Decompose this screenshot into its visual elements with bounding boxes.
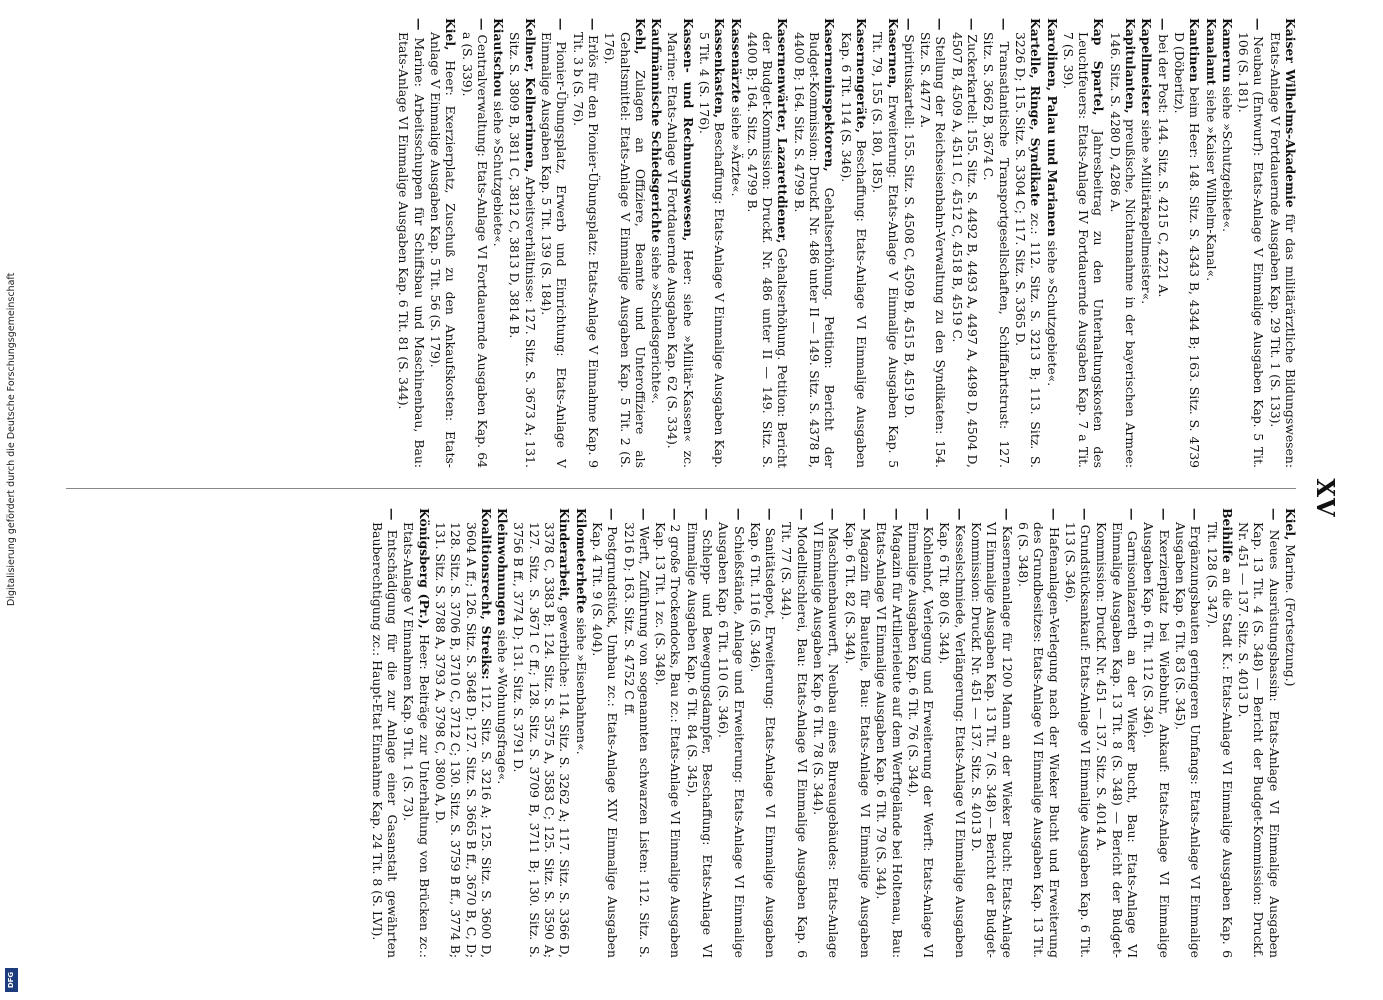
index-entry-text: zc.: 112. Sitz. S. 3213 B; 113. Sitz. S. 3226 D; 115. Sitz. S. 3304 C; 117. Sitz. S. 3365 D. <box>1012 32 1044 468</box>
index-entry <box>937 508 968 958</box>
index-entry-headword: — <box>999 508 1015 521</box>
index-entry-text: Arbeitsverhältnisse: 127. Sitz. S. 3673 A; 131. Sitz. S. 3809 B, 3811 C, 3812 C, 3813 D, 3814 B. <box>507 32 538 468</box>
index-entry-text: Modelltischlerei, Bau: Etats-Anlage VI Einmalige Ausgaben Kap. 6 Tit. 77 (S. 344). <box>779 522 810 958</box>
index-entry-headword: Kiel, <box>443 18 459 51</box>
index-entry-headword: Kasernenwärter, Lazarettdiener, <box>775 18 791 244</box>
index-entry <box>874 508 905 958</box>
index-entry-headword: Kapitulanten, <box>1123 18 1139 114</box>
index-entry-headword: — <box>952 508 968 521</box>
index-entry <box>621 508 652 958</box>
index-entry <box>811 508 842 958</box>
index-entry-headword: — <box>857 508 873 521</box>
index-entry-headword: — <box>731 508 747 521</box>
index-entry-headword: — <box>585 18 601 31</box>
index-entry-text: Postgrundstück, Umbau zc.: Etats-Anlage XIV Einmalige Ausgaben Kap. 4 Tit. 9 (S. 404). <box>589 522 621 958</box>
index-entry-headword: — <box>700 508 716 521</box>
index-entry-headword: — <box>385 508 401 521</box>
index-entry-text: Transatlantische Transportgesellschaften, Schiffahrtstrust: 127. Sitz. S. 3662 B, 3674 C. <box>981 32 1012 468</box>
index-entry-headword: — <box>996 18 1012 31</box>
index-entry-headword: — <box>1125 508 1141 521</box>
index-entry-headword: — <box>1266 508 1282 521</box>
index-entry-headword: Kinderarbeit, <box>557 508 573 602</box>
index-entry <box>716 508 747 958</box>
index-entry-text: gewerbliche: 114. Sitz. S. 3262 A; 117. Sitz. S. 3366 D, 3378 C, 3383 B; 124. Sitz. S. 3575 A, 3583 C; 125. Sitz. S. 3590 A; 127. Sitz. S. 3671 C ff.; 128. Sitz. S. 3709 B, 3711 B; 130. Sitz. S. 3756 B ff., 3774 D; 131. Sitz. S. 3791 D. <box>511 522 573 958</box>
index-entry-text: Neues Ausrüstungsbassin: Etats-Anlage VI Einmalige Ausgaben Kap. 13 Tit. 4 (S. 348) — Bericht der Budget-Kommission: Druckf. Nr. 451 — 137. Sitz. S. 4013 D. <box>1236 522 1282 958</box>
index-entry <box>590 508 621 958</box>
index-entry <box>902 18 917 468</box>
index-entry <box>1016 508 1062 958</box>
index-entry <box>428 18 459 468</box>
index-entry-text: Schlepp- und Bewegungsdampfer, Beschaffung: Etats-Anlage VI Einmalige Ausgaben Kap. 6 Tit. 84 (S. 345). <box>684 522 716 958</box>
index-entry-headword: Kilometerhefte <box>573 508 589 614</box>
index-entry-text: Hafenanlagen-Verlegung nach der Wieker Bucht und Erweiterung des Grundbesitzes: Etats-Anlage VI Einmalige Ausgaben Kap. 13 Tit. 6 (S. 348). <box>1015 522 1062 958</box>
index-entry-text: Schießstände, Anlage und Erweiterung: Etats-Anlage VI Einmalige Ausgaben Kap. 6 Tit. 110 (S. 346). <box>716 522 747 958</box>
index-entry-headword: — <box>921 508 937 521</box>
index-entry-text: siehe »Schiedsgerichte«. <box>649 246 665 404</box>
index-entry <box>981 18 1012 468</box>
index-entry-text: Kasernenanlage für 1200 Mann an der Wieker Bucht: Etats-Anlage VI Einmalige Ausgaben Kap. 13 Tit. 7 (S. 348) — Bericht der Budget-Kommission: Druckf. Nr. 451 — 137. Sitz. S. 4013 D. <box>969 522 1015 958</box>
index-entry-headword: Kap Spartel, <box>1091 18 1107 116</box>
index-entry-headword: — <box>965 18 981 31</box>
index-entry-text: siehe »Schutzgebiete«. <box>1044 240 1060 387</box>
index-entry-headword: Kasernen, <box>885 18 901 89</box>
index-entry-headword: Kassen- und Rechnungswesen, <box>680 18 696 242</box>
index-entry-text: Jahresbeitrag zu den Unterhaltungskosten des Leuchtfeuers: Etats-Anlage IV Fortdauernde Ausgaben Kap. 7 a Tit. 7 (S. 39). <box>1060 32 1107 468</box>
index-entry-text: beim Heer: 148. Sitz. S. 4343 B, 4344 B; 163. Sitz. S. 4739 D (Döberitz). <box>1171 32 1203 468</box>
index-entry <box>396 18 427 468</box>
index-entry-text: Werft, Zuführung von sogenannten schwarzen Listen: 112. Sitz. S. 3216 D; 163. Sitz. S. 4752 C ff. <box>621 522 652 958</box>
index-entry-headword: Kiel, <box>1283 508 1298 541</box>
index-entry-text: Zulagen an Offiziere, Beamte und Unteroffiziere als Gehaltsmittel: Etats-Anlage V Einmalige Ausgaben Kap. 5 Tit. 2 (S. 176). <box>602 32 648 468</box>
index-entry-headword: Koalitionsrecht, Streiks: <box>478 508 494 680</box>
index-entry-text: Kesselschmiede, Verlängerung: Etats-Anlage VI Einmalige Ausgaben Kap. 6 Tit. 80 (S. 344). <box>937 522 968 958</box>
index-entry-text: Gehaltserhöhung. Petition: Bericht der Budget-Kommission: Druckf. Nr. 486 unter II — 149. Sitz. S. 4400 B; 164. Sitz. S. 4799 B. <box>744 32 791 468</box>
index-entry-text: siehe »Kaiser Wilhelm-Kanal«. <box>1203 89 1219 282</box>
footer-text: Digitalisierung gefördert durch die Deutsche Forschungsgemeinschaft <box>6 272 17 606</box>
index-entry <box>1173 508 1204 958</box>
index-entry-text: Heer: Beiträge zur Unterhaltung von Brücken zc.: Etats-Anlage V Einnahmen Kap. 9 Tit. 1 (S. 73). <box>401 522 432 958</box>
index-entry-text: Exerzierplatz bei Wiebbuhr, Ankauf: Etats-Anlage VI Einmalige Ausgaben Kap. 6 Tit. 112 (S. 346). <box>1141 522 1172 958</box>
index-entry-headword: — <box>605 508 621 521</box>
index-entry <box>728 18 743 468</box>
index-entry-text: siehe »Schutzgebiete«. <box>491 101 507 247</box>
index-entry-text: Ergänzungsbauten geringeren Umfangs: Etats-Anlage VI Einmalige Ausgaben Kap. 6 Tit. 83 (S. 345). <box>1172 522 1204 958</box>
index-entry-text: Neubau (Entwurf): Etats-Anlage V Einmalige Ausgaben Kap. 5 Tit. 106 (S. 181). <box>1236 32 1267 468</box>
index-entry <box>745 18 791 468</box>
index-entry <box>570 18 601 468</box>
index-entry <box>1220 18 1235 468</box>
index-entry <box>949 18 980 468</box>
index-entry-text: bei der Post: 144. Sitz. S. 4215 C, 4221 A. <box>1155 34 1171 298</box>
index-entry <box>491 18 506 468</box>
footer-credit <box>6 216 20 606</box>
index-entry <box>459 18 490 468</box>
index-entry-text: 112. Sitz. S. 3216 A; 125. Sitz. S. 3600 D, 3604 A ff.; 126. Sitz. S. 3648 D; 127. Sitz. S. 3665 B ff., 3670 B, C, D; 128. Sitz. S. 3706 B, 3710 C, 3712 C; 130. Sitz. S. 3759 B ff., 3774 B; 131. Sitz. S. 3788 A, 3793 A, 3798 C, 3800 A, D. <box>432 522 494 958</box>
index-entry-text: siehe »Eisenbahnen«. <box>573 617 589 755</box>
index-entry-text: Kohlenhof, Verlegung und Erweiterung der Werft: Etats-Anlage VI Einmalige Ausgaben Kap. 6 Tit. 76 (S. 344). <box>905 522 937 958</box>
index-entry-text: Erlös für den Pionier-Übungsplatz: Etats-Anlage V Einnahme Kap. 9 Tit. 3 b (S. 76). <box>570 32 601 468</box>
index-entry <box>369 508 400 958</box>
index-entry <box>539 18 570 468</box>
index-entry-text: Marine. (Fortsetzung.) <box>1283 544 1298 687</box>
index-entry-headword: Kellner, Kellnerinnen, <box>522 18 538 173</box>
index-entry <box>1236 508 1282 958</box>
index-entry-headword: Karolinen, Palau und Marianen <box>1044 18 1060 237</box>
left-column <box>395 18 1298 468</box>
index-entry-text: 2 große Trockendocks, Bau zc.: Etats-Anlage VI Einmalige Ausgaben Kap. 13 Tit. 1 zc. (S. 348). <box>653 522 684 958</box>
index-entry-text: siehe »Ärzte«. <box>728 106 744 197</box>
index-entry <box>495 508 510 958</box>
index-entry-text: Gehaltserhöhung. Petition: Bericht der Budget-Kommission: Druckf. Nr. 486 unter II — 149. Sitz. S. 4378 B, 4400 B; 164. Sitz. S. 4799 B. <box>791 32 838 468</box>
index-entry-headword: Kehl, <box>632 18 648 55</box>
index-entry-headword: — <box>1251 18 1267 31</box>
index-entry <box>1013 18 1044 468</box>
index-entry <box>1044 18 1059 468</box>
index-entry-text: an die Stadt K.: Etats-Anlage VI Einmalige Ausgaben Kap. 6 Tit. 128 (S. 347). <box>1204 522 1235 958</box>
index-entry <box>779 508 810 958</box>
index-entry-text: Magazin für Artillerieleute auf dem Werftgelände bei Holtenau, Bau: Etats-Anlage VI Einmalige Ausgaben Kap. 6 Tit. 79 (S. 344). <box>874 522 905 958</box>
index-entry-text: Garnisonlazareth an der Wieker Bucht, Bau: Etats-Anlage VI Einmalige Ausgaben Kap. 13 Tit. 8 (S. 348) — Bericht der Budget-Kommission: Druckf. Nr. 451 — 137. Sitz. S. 4014 A. <box>1094 522 1141 958</box>
index-entry <box>1267 18 1298 468</box>
index-entry-headword: Kassenärzte <box>728 18 744 103</box>
index-entry <box>838 18 869 468</box>
index-entry <box>1063 508 1094 958</box>
index-entry-text: Centralverwaltung: Etats-Anlage VI Fortdauernde Ausgaben Kap. 64 a (S. 339). <box>459 32 490 468</box>
index-entry-headword: Kantinen <box>1187 18 1203 83</box>
index-entry-text: siehe »Schutzgebiete«. <box>1219 86 1235 233</box>
index-entry <box>1061 18 1107 468</box>
index-entry <box>1172 18 1203 468</box>
index-entry-headword: — <box>794 508 810 521</box>
index-entry <box>573 508 588 958</box>
index-entry <box>918 18 949 468</box>
index-entry-text: Grundstücksankauf: Etats-Anlage VI Einmalige Ausgaben Kap. 6 Tit. 113 (S. 346). <box>1062 522 1094 958</box>
index-entry-text: Pionier-Übungsplatz, Erwerb und Einrichtung: Etats-Anlage V Einmalige Ausgaben Kap. 5 Tit. 139 (S. 184). <box>539 32 570 468</box>
rotated-page-body <box>90 18 1340 978</box>
index-entry-text: preußische, Nichtannahme in der bayerischen Armee: 146. Sitz. S. 4280 D, 4286 A. <box>1107 32 1139 468</box>
index-entry <box>1107 18 1138 468</box>
index-entry-headword: — <box>1078 508 1094 521</box>
index-entry <box>649 18 664 468</box>
index-entry-headword: — <box>636 508 652 521</box>
index-entry-text: für das militärärztliche Bildungswesen: Etats-Anlage V Fortdauernde Ausgaben Kap. 29 Tit. 1 (S. 133). <box>1267 32 1298 468</box>
index-entry-headword: — <box>1188 508 1204 521</box>
index-entry <box>969 508 1015 958</box>
dfg-logo-text: DFG <box>7 971 16 989</box>
index-entry-headword: — <box>763 508 779 521</box>
index-entry <box>433 508 494 958</box>
index-entry-text: Maschinenbauwerft, Neubau eines Bureaugebäudes: Etats-Anlage VI Einmalige Ausgaben Kap. 6 Tit. 78 (S. 344). <box>811 522 842 958</box>
index-entry <box>792 18 838 468</box>
index-entry-headword: Kasernengeräte, <box>853 18 869 134</box>
index-entry-headword: Kamerun <box>1219 18 1235 83</box>
index-entry <box>1283 508 1298 958</box>
index-entry-headword: Königsberg (Pr.), <box>416 508 432 629</box>
index-entry <box>511 508 572 958</box>
index-entry-text: Entschädigung für die zur Anlage einer Gasanstalt gewährten Bauberechtigung zc.: Haupt-Etat Einnahme Kap. 24 Tit. 8 (S. LVI). <box>369 522 401 958</box>
index-entry-headword: — <box>901 18 917 31</box>
index-entry <box>684 508 715 958</box>
index-entry <box>1094 508 1140 958</box>
index-entry <box>602 18 648 468</box>
index-entry-headword: — <box>1155 18 1171 31</box>
index-entry-text: Beschaffung: Etats-Anlage V Einmalige Ausgaben Kap. 5 Tit. 4 (S. 176). <box>697 32 728 468</box>
column-divider <box>66 488 1296 489</box>
dfg-logo <box>5 968 18 992</box>
index-entry-headword: Beihilfe <box>1219 508 1235 563</box>
index-entry-text: Stellung der Reichseisenbahn-Verwaltung zu den Syndikaten: 154. Sitz. S. 4477 A. <box>918 32 949 468</box>
index-entry <box>906 508 937 958</box>
index-entry <box>1141 508 1172 958</box>
index-entry <box>1155 18 1170 468</box>
index-entry-text: siehe »Militärkapellmeister«. <box>1139 119 1155 305</box>
index-entry-text: Zuckerkartell: 155. Sitz. S. 4492 B, 4493 A, 4497 A, 4498 D, 4504 D, 4507 B, 4509 A, 4511 C, 4512 C, 4518 B, 4519 C. <box>949 32 981 468</box>
index-entry-text: Erweiterung: Etats-Anlage V Einmalige Ausgaben Kap. 5 Tit. 79, 155 (S. 180, 185). <box>870 32 901 468</box>
index-entry-headword: — <box>1156 508 1172 521</box>
index-entry-text: Sanitätsdepot, Erweiterung: Etats-Anlage VI Einmalige Ausgaben Kap. 6 Tit. 116 (S. 346). <box>747 522 779 958</box>
index-entry-headword: Kanalamt <box>1203 18 1219 86</box>
index-entry <box>870 18 901 468</box>
index-entry-text: Heer: siehe »Militär-Kassen« zc. Marine: Etats-Anlage VI Fortdauernde Ausgaben Kap. 62 (S. 334). <box>665 32 696 468</box>
index-entry-headword: — <box>1046 508 1062 521</box>
index-entry-text: Marine: Arbeitsschuppen für Schiffsbau und Maschinenbau, Bau: Etats-Anlage VI Einmalige Ausgaben Kap. 6 Tit. 81 (S. 344). <box>396 32 427 468</box>
index-entry-headword: Kaiser Wilhelms-Akademie <box>1283 18 1298 208</box>
index-entry <box>401 508 432 958</box>
index-entry <box>665 18 696 468</box>
index-entry <box>1204 508 1235 958</box>
index-entry <box>1203 18 1218 468</box>
index-entry-headword: — <box>411 18 427 31</box>
index-entry-headword: Kleinwohnungen <box>495 508 511 626</box>
index-entry-headword: Kassenkasten, <box>712 18 728 119</box>
index-entry-headword: — <box>554 18 570 31</box>
index-entry-text: Heer: Exerzierplatz, Zuschuß zu den Ankaufskosten: Etats-Anlage V Einmalige Ausgaben Kap. 5 Tit. 56 (S. 179). <box>427 32 459 468</box>
page-number: XV <box>1311 478 1340 518</box>
index-entry-headword: Kartelle, Ringe, Syndikate <box>1028 18 1044 207</box>
index-entry <box>1236 18 1267 468</box>
index-entry <box>748 508 779 958</box>
index-entry <box>1139 18 1154 468</box>
index-entry-text: siehe »Wohnungsfrage«. <box>495 629 511 785</box>
index-entry-headword: Kiautschou <box>491 18 507 98</box>
index-entry <box>842 508 873 958</box>
right-column <box>368 508 1298 958</box>
index-entry-headword: Kapellmeister <box>1139 18 1155 116</box>
index-entry <box>697 18 728 468</box>
index-entry-text: Beschaffung: Etats-Anlage VI Einmalige Ausgaben Kap. 6 Tit. 114 (S. 346). <box>838 32 869 468</box>
index-entry <box>653 508 684 958</box>
index-entry-headword: — <box>889 508 905 521</box>
index-entry-headword: — <box>826 508 842 521</box>
index-entry-text: Magazin für Bauteile, Bau: Etats-Anlage VI Einmalige Ausgaben Kap. 6 Tit. 82 (S. 344). <box>842 522 873 958</box>
index-entry-headword: — <box>933 18 949 31</box>
index-entry-text: Spirituskartell: 155. Sitz. S. 4508 C, 4509 B, 4515 B, 4519 D. <box>901 34 917 419</box>
index-entry-headword: — <box>474 18 490 31</box>
index-entry <box>507 18 538 468</box>
index-entry-headword: Kaserneninspektoren, <box>822 18 838 172</box>
index-entry-headword: Kaufmännische Schiedsgerichte <box>649 18 665 243</box>
index-entry-headword: — <box>668 508 684 521</box>
